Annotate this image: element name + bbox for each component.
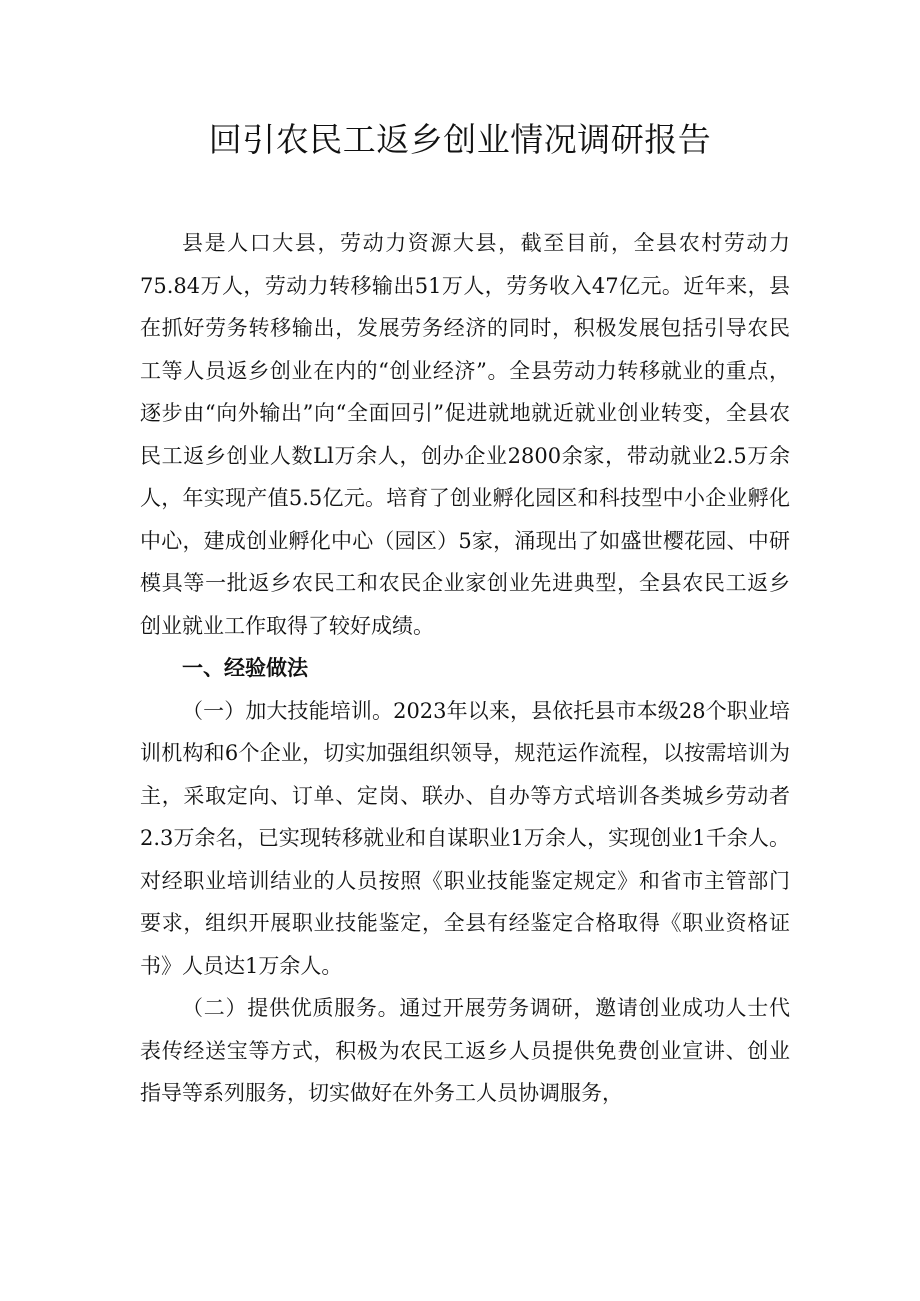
paragraph-quality-service: （二）提供优质服务。通过开展劳务调研，邀请创业成功人士代表传经送宝等方式，积极为农民工返乡人员提供免费创业宣讲、创业指导等系列服务，切实做好在外务工人员协调服务， (140, 996, 790, 1105)
document-body (140, 222, 790, 1115)
intro-paragraph: 县是人口大县，劳动力资源大县，截至目前，全县农村劳动力75.84万人，劳动力转移输出51万人，劳务收入47亿元。近年来，县在抓好劳务转移输出，发展劳务经济的同时，积极发展包括引导农民工等人员返乡创业在内的“创业经济”。全县劳动力转移就业的重点，逐步由“向外输出”向“全面回引”促进就地就近就业创业转变，全县农民工返乡创业人数Ll万余人，创办企业2800余家，带动就业2.5万余人，年实现产值5.5亿元。培育了创业孵化园区和科技型中小企业孵化中心，建成创业孵化中心（园区）5家，涌现出了如盛世樱花园、中研模具等一批返乡农民工和农民企业家创业先进典型，全县农民工返乡创业就业工作取得了较好成绩。 (140, 231, 790, 638)
document-title: 回引农民工返乡创业情况调研报告 (208, 120, 712, 159)
section-heading-experience: 一、经验做法 (182, 656, 308, 680)
paragraph-skills-training: （一）加大技能培训。2023年以来，县依托县市本级28个职业培训机构和6个企业，切实加强组织领导，规范运作流程，以按需培训为主，采取定向、订单、定岗、联办、自办等方式培训各类城乡劳动者2.3万余名，已实现转移就业和自谋职业1万余人，实现创业1千余人。对经职业培训结业的人员按照《职业技能鉴定规定》和省市主管部门要求，组织开展职业技能鉴定，全县有经鉴定合格取得《职业资格证书》人员达1万余人。 (140, 698, 790, 978)
